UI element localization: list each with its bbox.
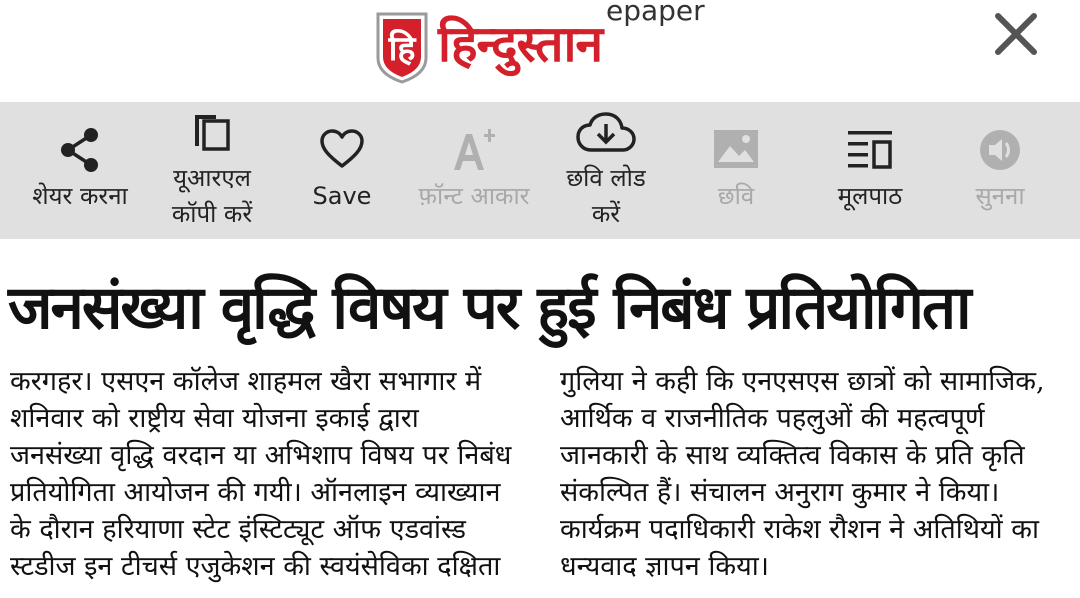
text-line: शनिवार को राष्ट्रीय सेवा योजना इकाई द्वारा — [10, 403, 419, 434]
download-image-button[interactable] — [542, 102, 670, 239]
text-line: प्रतियोगिता आयोजन की गयी। ऑनलाइन व्याख्यान — [10, 477, 501, 508]
article-headline: जनसंख्या वृद्धि विषय पर हुई निबंध प्रतियोगिता — [8, 273, 970, 343]
text-line: गुलिया ने कही कि एनएसएस छात्रों को सामाजिक, — [560, 366, 1045, 397]
font-size-label: फ़ॉन्ट आकार — [418, 182, 530, 210]
listen-button[interactable] — [938, 102, 1062, 239]
text-line: जनसंख्या वृद्धि वरदान या अभिशाप विषय पर निबंध — [10, 440, 512, 471]
image-button[interactable] — [670, 102, 802, 239]
text-icon — [846, 128, 894, 170]
download-image-label-2: करें — [591, 200, 621, 228]
speaker-icon — [978, 128, 1022, 172]
article — [0, 239, 1080, 598]
font-size-icon — [451, 126, 497, 174]
brand-logo — [374, 0, 714, 92]
copy-url-label-2: कॉपी करें — [171, 200, 253, 228]
download-image-label-1: छवि लोड — [566, 164, 646, 192]
text-line: के दौरान हरियाणा स्टेट इंस्टिट्यूट ऑफ एडवांस्ड — [10, 514, 466, 545]
copy-icon — [190, 110, 234, 154]
text-line: संकल्पित हैं। संचालन अनुराग कुमार ने किया। — [560, 477, 1000, 508]
brand-wordmark: हिन्दुस्तान — [438, 15, 603, 73]
text-button[interactable] — [802, 102, 938, 239]
save-button[interactable] — [278, 102, 406, 239]
listen-label: सुनना — [975, 182, 1025, 210]
text-line: स्टडीज इन टीचर्स एजुकेशन की स्वयंसेविका दक्षिता — [10, 551, 501, 582]
text-label: मूलपाठ — [837, 182, 903, 210]
article-column-1 — [10, 363, 520, 585]
article-column-2 — [560, 363, 1070, 585]
cloud-download-icon — [575, 110, 637, 154]
close-icon[interactable] — [990, 8, 1042, 60]
share-icon — [58, 126, 102, 174]
image-icon — [712, 128, 760, 170]
text-line: करगहर। एसएन कॉलेज शाहमल खैरा सभागार में — [10, 366, 482, 397]
font-size-button[interactable] — [406, 102, 542, 239]
heart-icon — [319, 128, 365, 170]
save-label: Save — [312, 182, 372, 210]
app-header — [0, 0, 1080, 102]
copy-url-button[interactable] — [146, 102, 278, 239]
share-button[interactable] — [14, 102, 146, 239]
epaper-label: epaper — [606, 0, 705, 27]
text-line: आर्थिक व राजनीतिक पहलुओं की महत्वपूर्ण — [560, 403, 985, 434]
logo-shield-icon — [374, 10, 430, 84]
image-label: छवि — [717, 182, 755, 210]
text-line: जानकारी के साथ व्यक्तित्व विकास के प्रति कृति — [560, 440, 1025, 471]
logo-letter: हि — [388, 29, 416, 69]
text-line: कार्यक्रम पदाधिकारी राकेश रौशन ने अतिथियों का — [560, 514, 1039, 545]
toolbar — [0, 102, 1080, 239]
share-label: शेयर करना — [32, 182, 128, 210]
text-line: धन्यवाद ज्ञापन किया। — [560, 551, 769, 582]
copy-url-label-1: यूआरएल — [173, 164, 251, 192]
